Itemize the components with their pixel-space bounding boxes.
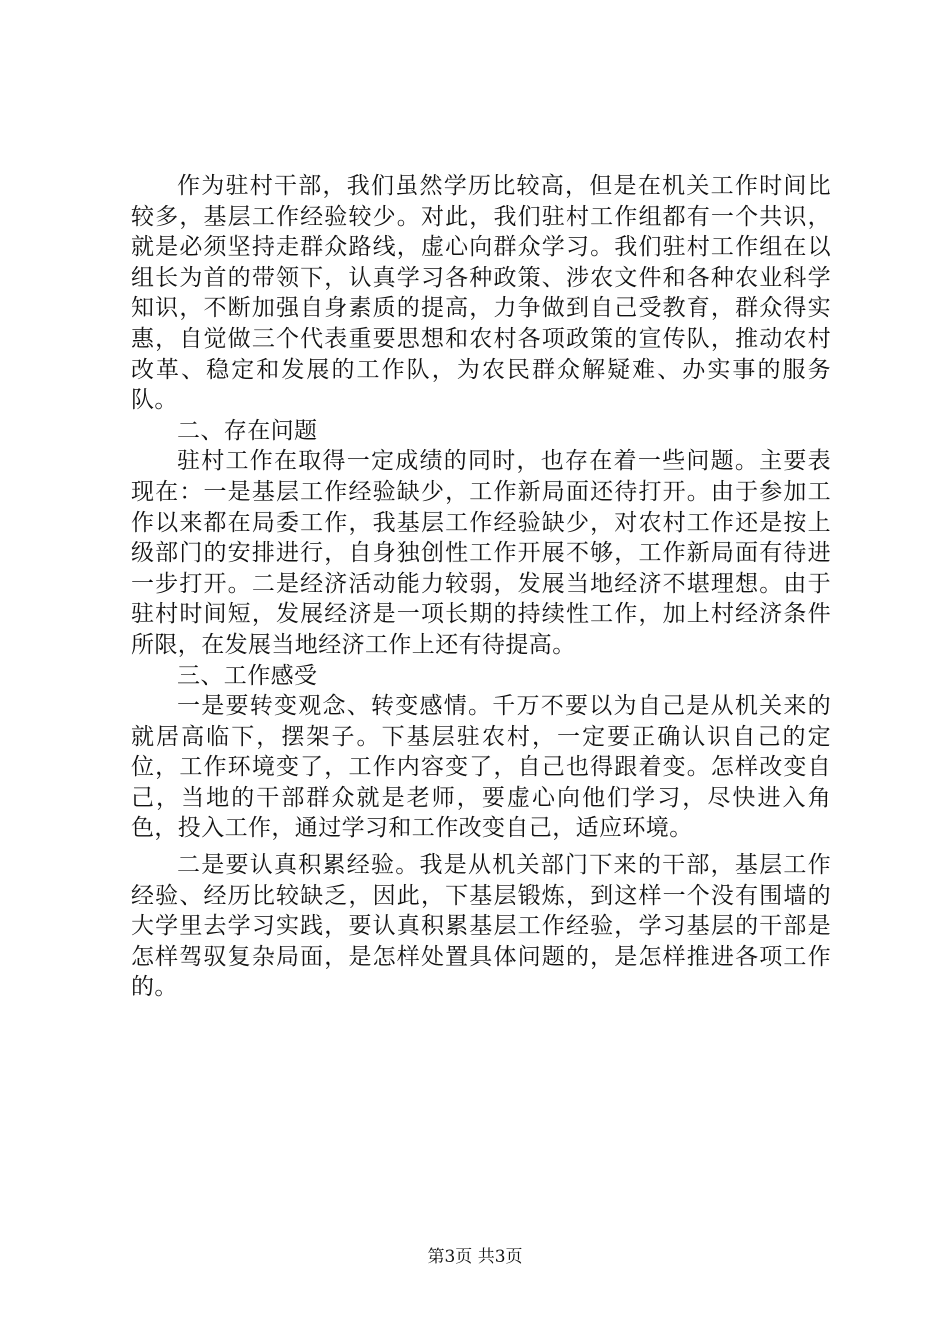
paragraph-cadre-study: 作为驻村干部，我们虽然学历比较高，但是在机关工作时间比较多，基层工作经验较少。对此，我们驻村工作组都有一个共识，就是必须坚持走群众路线，虚心向群众学习。我们驻村工作组在以组长为首的带领下，认真学习各种政策、涉农文件和各种农业科学知识，不断加强自身素质的提高，力争做到自己受教育，群众得实惠，自觉做三个代表重要思想和农村各项政策的宣传队，推动农村改革、稳定和发展的工作队，为农民群众解疑难、办实事的服务队。 [131, 173, 831, 414]
paragraph-problems: 驻村工作在取得一定成绩的同时，也存在着一些问题。主要表现在：一是基层工作经验缺少，工作新局面还待打开。由于参加工作以来都在局委工作，我基层工作经验缺少，对农村工作还是按上级部门的安排进行，自身独创性工作开展不够，工作新局面有待进一步打开。二是经济活动能力较弱，发展当地经济不堪理想。由于驻村时间短，发展经济是一项长期的持续性工作，加上村经济条件所限，在发展当地经济工作上还有待提高。 [131, 448, 831, 658]
page-number-footer: 第3页 共3页 [427, 1247, 523, 1267]
paragraph-change-mindset: 一是要转变观念、转变感情。千万不要以为自己是从机关来的就居高临下，摆架子。下基层驻农村，一定要正确认识自己的定位，工作环境变了，工作内容变了，自己也得跟着变。怎样改变自己，当地的干部群众就是老师，要虚心向他们学习，尽快进入角色，投入工作，通过学习和工作改变自己，适应环境。 [131, 693, 831, 842]
heading-work-feelings: 三、工作感受 [177, 662, 318, 689]
document-body [131, 171, 831, 1003]
paragraph-accumulate-experience: 二是要认真积累经验。我是从机关部门下来的干部，基层工作经验、经历比较缺乏，因此，下基层锻炼，到这样一个没有围墙的大学里去学习实践，要认真积累基层工作经验，学习基层的干部是怎样驾驭复杂局面，是怎样处置具体问题的，是怎样推进各项工作的。 [131, 852, 831, 1001]
heading-existing-problems: 二、存在问题 [177, 417, 318, 444]
